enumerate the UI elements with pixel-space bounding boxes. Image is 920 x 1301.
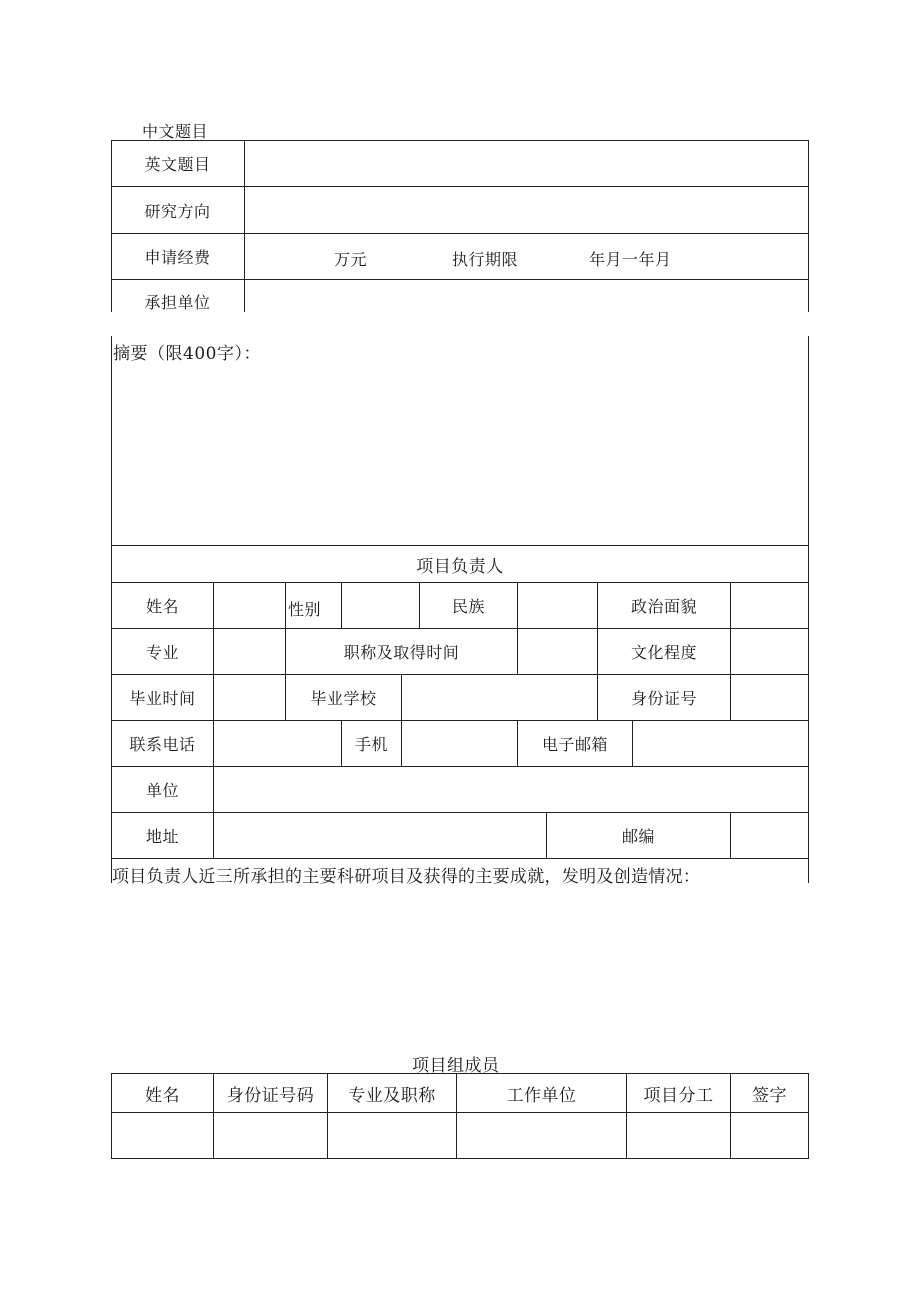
- education-field[interactable]: [731, 629, 808, 674]
- members-section-title: 项目组成员: [412, 1056, 500, 1076]
- address-field[interactable]: [214, 813, 546, 858]
- education-label: 文化程度: [630, 643, 697, 662]
- grad-time-label: 毕业时间: [129, 689, 196, 708]
- title-time-field[interactable]: [518, 629, 597, 674]
- email-field[interactable]: [633, 721, 808, 766]
- funding-unit: 万元: [334, 250, 368, 269]
- english-title-field[interactable]: [245, 141, 808, 186]
- divider: [111, 1158, 809, 1159]
- members-cell-workplace[interactable]: [457, 1113, 626, 1158]
- period-label: 执行期限: [452, 250, 519, 269]
- divider: [285, 582, 286, 628]
- leader-section-title: 项目负责人: [416, 556, 504, 577]
- divider: [808, 545, 809, 883]
- id-number-label: 身份证号: [630, 689, 697, 708]
- political-status-label: 政治面貌: [630, 597, 697, 616]
- divider: [808, 1073, 809, 1159]
- grad-school-label: 毕业学校: [310, 689, 377, 708]
- id-number-field[interactable]: [731, 675, 808, 720]
- institution-field[interactable]: [245, 280, 808, 312]
- ethnicity-field[interactable]: [518, 583, 597, 628]
- members-cell-role[interactable]: [627, 1113, 730, 1158]
- abstract-field[interactable]: [112, 365, 808, 543]
- address-label: 地址: [145, 827, 179, 846]
- divider: [808, 336, 809, 546]
- abstract-label: 摘要（限400字）：: [113, 344, 261, 364]
- funding-label: 申请经费: [144, 248, 211, 267]
- phone-field[interactable]: [214, 721, 341, 766]
- research-direction-field[interactable]: [245, 187, 808, 233]
- members-cell-id[interactable]: [214, 1113, 327, 1158]
- period-value: 年月一年月: [589, 250, 672, 269]
- unit-label: 单位: [145, 781, 179, 800]
- institution-label: 承担单位: [144, 292, 211, 312]
- research-direction-label: 研究方向: [144, 201, 211, 221]
- mobile-label: 手机: [354, 735, 388, 754]
- title-time-label: 职称及取得时间: [343, 643, 460, 662]
- major-field[interactable]: [214, 629, 285, 674]
- members-col-major: 专业及职称: [348, 1085, 436, 1106]
- grad-time-field[interactable]: [214, 675, 285, 720]
- postcode-label: 邮编: [621, 827, 655, 846]
- postcode-field[interactable]: [731, 813, 808, 858]
- ethnicity-label: 民族: [451, 597, 485, 616]
- members-cell-major[interactable]: [328, 1113, 456, 1158]
- members-cell-signature[interactable]: [731, 1113, 808, 1158]
- mobile-field[interactable]: [402, 721, 517, 766]
- gender-field[interactable]: [342, 583, 419, 628]
- members-col-signature: 签字: [752, 1085, 787, 1106]
- unit-field[interactable]: [214, 767, 808, 812]
- gender-label: 性别: [288, 600, 322, 619]
- political-status-field[interactable]: [731, 583, 808, 628]
- divider: [808, 140, 809, 312]
- major-label: 专业: [145, 643, 179, 662]
- members-col-name: 姓名: [145, 1085, 180, 1106]
- members-col-id: 身份证号码: [226, 1085, 315, 1106]
- achievements-label: 项目负责人近三所承担的主要科研项目及获得的主要成就，发明及创造情况：: [112, 867, 701, 887]
- grad-school-field[interactable]: [402, 675, 597, 720]
- members-cell-name[interactable]: [112, 1113, 213, 1158]
- achievements-field[interactable]: [112, 886, 808, 1026]
- divider: [111, 858, 809, 859]
- members-col-role: 项目分工: [643, 1085, 714, 1106]
- name-label: 姓名: [145, 597, 179, 616]
- english-title-label: 英文题目: [144, 155, 211, 174]
- email-label: 电子邮箱: [541, 735, 608, 754]
- members-col-workplace: 工作单位: [506, 1085, 577, 1106]
- chinese-title-label: 中文题目: [142, 122, 209, 141]
- phone-label: 联系电话: [129, 735, 196, 754]
- name-field[interactable]: [214, 583, 285, 628]
